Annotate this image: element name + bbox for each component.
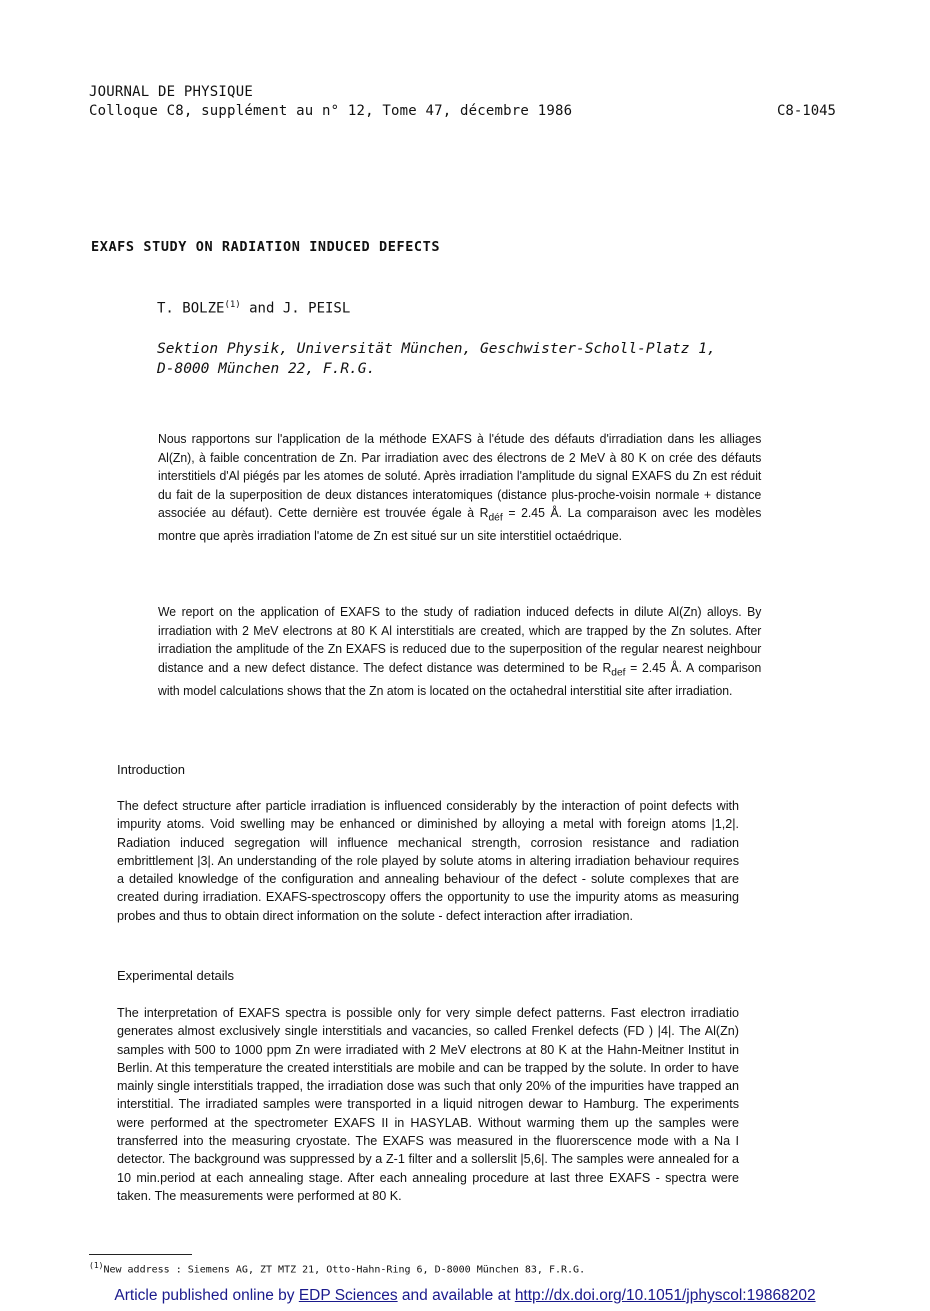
authors xyxy=(157,300,350,317)
publication-prefix: Article published online by xyxy=(114,1287,299,1304)
introduction-paragraph: The defect structure after particle irradiation is influenced considerably by the interaction of point defects with impurity atoms. Void swelling may be enhanced or diminished by alloying a metal with foreign atoms |1,2|. Radiation induced segregation will influence mechanical strength, corrosion resistance and radiation embrittlement |3|. An understanding of the role played by solute atoms in altering irradiation behaviour requires a detailed knowledge of the configuration and annealing behaviour of the defect - solute complexes that are created during irradiation. EXAFS-spectroscopy offers the opportunity to use the impurity atoms as measuring probes and thus to obtain direct information on the solute - defect interaction after irradiation. xyxy=(117,799,739,923)
author-peisl: J. PEISL xyxy=(282,300,351,317)
abstract-english xyxy=(158,603,761,700)
resume-text-1: Nous rapportons sur l'application de la méthode EXAFS à l'étude des défauts d'irradiation dans les alliages Al(Zn), à faible concentration de Zn. Par irradiation avec des électrons de 2 MeV à 80 K on crée des défauts interstitiels d'Al piégés par les atomes de soluté. Après irradiation l'amplitude du signal EXAFS du Zn est réduit du fait de la superposition de deux distances interatomiques (distance plus-proche-voisin normale + distance associée au défaut). Cette dernière est trouvée égale à R xyxy=(158,432,762,520)
footnote-text: New address : Siemens AG, ZT MTZ 21, Otto-Hahn-Ring 6, D-8000 München 83, F.R.G. xyxy=(103,1264,586,1276)
section-heading-experimental: Experimental details xyxy=(117,968,235,983)
publisher-link[interactable]: EDP Sciences xyxy=(298,1287,398,1304)
publication-middle: and available at xyxy=(397,1287,515,1304)
experimental-paragraph: The interpretation of EXAFS spectra is possible only for very simple defect patterns. Fast electron irradiatio generates almost exclusively single interstitials and vacancies, so called Frenkel defects (FD ) |4|. The Al(Zn) samples with 500 to 1000 ppm Zn were irradiated with 2 MeV electrons at 80 K at the Hahn-Meitner Institut in Berlin. At this temperature the created interstitials are mobile and can be trapped by the solute. In order to have mainly single interstitials trapped, the irradiation dose was such that only 20% of the impurities have trapped an interstitial. The irradiated samples were transported in a liquid nitrogen dewar to Hamburg. The experiments were performed at the spectrometer EXAFS II in HASYLAB. Without warming them up the samples were transferred into the measuring cryostate. The EXAFS was measured in the fluorerscence mode with a Na I detector. The background was suppressed by a Z-1 filter and a sollerslit |5,6|. The samples were annealed for a 10 min.period at each annealing stage. After each annealing procedure at last three EXAFS - spectra were taken. The measurements were performed at 80 K. xyxy=(117,1006,739,1203)
affiliation-line-2: D-8000 München 22, F.R.G. xyxy=(157,361,376,377)
abstract-text-2: = 2.45 Å. A comparison with model calculations shows that the Zn atom is located on the octahedral interstitial site after irradiation. xyxy=(158,660,762,698)
issue-info: Colloque C8, supplément au n° 12, Tome 47, décembre 1986 xyxy=(89,103,573,119)
abstract-text-1: We report on the application of EXAFS to the study of radiation induced defects in dilute Al(Zn) alloys. By irradiation with 2 MeV electrons at 80 K Al interstitials are created, which are trapped by the Zn solutes. After irradiation the amplitude of the Zn EXAFS is reduced due to the superposition of the regular nearest neighbour distance and a new defect distance. The defect distance was determined to be R xyxy=(158,605,762,675)
resume-subscript: déf xyxy=(488,511,503,524)
author-footnote-mark: (1) xyxy=(224,300,241,310)
page-reference: C8-1045 xyxy=(776,103,836,119)
footnote-mark: (1) xyxy=(89,1261,104,1270)
section-heading-introduction: Introduction xyxy=(117,762,185,777)
resume-text-2: = 2.45 Å. La comparaison avec les modèles montre que après irradiation l'atome de Zn est situé sur un site interstitiel octaédrique. xyxy=(158,506,762,544)
doi-link[interactable]: http://dx.doi.org/10.1051/jphyscol:19868202 xyxy=(514,1287,816,1304)
publication-notice xyxy=(0,1287,930,1305)
affiliation xyxy=(157,339,847,379)
abstract-subscript: def xyxy=(611,666,626,679)
paper-title: EXAFS STUDY ON RADIATION INDUCED DEFECTS xyxy=(91,239,441,255)
author-separator: and xyxy=(240,300,283,317)
journal-name: JOURNAL DE PHYSIQUE xyxy=(89,84,253,100)
footnote-rule xyxy=(89,1254,192,1255)
affiliation-line-1: Sektion Physik, Universität München, Geschwister-Scholl-Platz 1, xyxy=(157,341,716,357)
resume-french xyxy=(158,430,761,546)
author-bolze: T. BOLZE xyxy=(157,300,225,317)
footnote xyxy=(89,1261,585,1275)
